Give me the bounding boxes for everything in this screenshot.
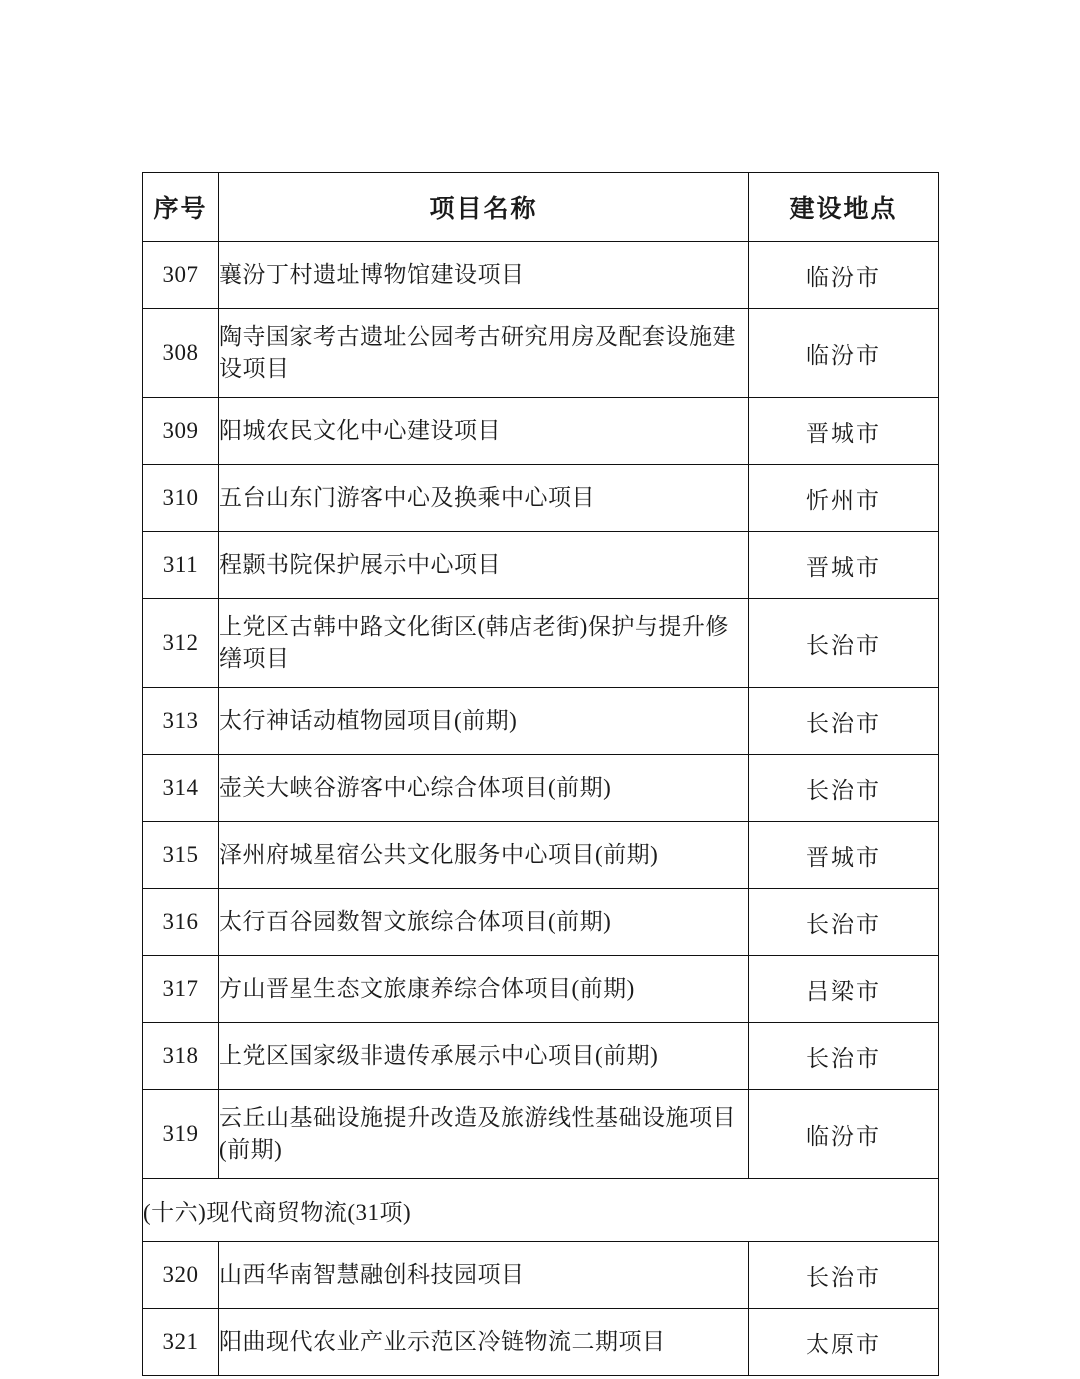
cell-build-location: 临汾市 [749,309,939,398]
table-row [143,398,939,465]
table-row [143,1090,939,1179]
header-cell-name: 项目名称 [219,173,749,242]
table-row [143,1023,939,1090]
cell-project-name: 陶寺国家考古遗址公园考古研究用房及配套设施建设项目 [219,309,749,398]
table-row [143,242,939,309]
cell-sequence-number: 311 [143,532,219,599]
cell-sequence-number: 321 [143,1309,219,1376]
table-row [143,309,939,398]
table-body [143,173,939,1376]
cell-project-name: 太行百谷园数智文旅综合体项目(前期) [219,889,749,956]
cell-project-name: 程颢书院保护展示中心项目 [219,532,749,599]
cell-build-location: 太原市 [749,1309,939,1376]
cell-sequence-number: 316 [143,889,219,956]
cell-project-name: 上党区古韩中路文化街区(韩店老街)保护与提升修缮项目 [219,599,749,688]
cell-build-location: 吕梁市 [749,956,939,1023]
cell-project-name: 五台山东门游客中心及换乘中心项目 [219,465,749,532]
cell-project-name: 壶关大峡谷游客中心综合体项目(前期) [219,755,749,822]
cell-build-location: 临汾市 [749,242,939,309]
cell-build-location: 晋城市 [749,822,939,889]
cell-project-name: 上党区国家级非遗传承展示中心项目(前期) [219,1023,749,1090]
table-section-row [143,1179,939,1242]
cell-sequence-number: 317 [143,956,219,1023]
table-row [143,755,939,822]
header-cell-no: 序号 [143,173,219,242]
cell-project-name: 方山晋星生态文旅康养综合体项目(前期) [219,956,749,1023]
cell-project-name: 太行神话动植物园项目(前期) [219,688,749,755]
cell-project-name: 云丘山基础设施提升改造及旅游线性基础设施项目(前期) [219,1090,749,1179]
cell-build-location: 忻州市 [749,465,939,532]
table-row [143,688,939,755]
cell-project-name: 阳曲现代农业产业示范区冷链物流二期项目 [219,1309,749,1376]
table-row [143,465,939,532]
cell-sequence-number: 318 [143,1023,219,1090]
cell-build-location: 长治市 [749,688,939,755]
table-header-row [143,173,939,242]
cell-sequence-number: 313 [143,688,219,755]
cell-sequence-number: 308 [143,309,219,398]
cell-project-name: 襄汾丁村遗址博物馆建设项目 [219,242,749,309]
cell-sequence-number: 320 [143,1242,219,1309]
table-row [143,956,939,1023]
cell-build-location: 晋城市 [749,532,939,599]
project-list-table [142,172,939,1376]
section-title: (十六)现代商贸物流(31项) [143,1179,939,1242]
table-row [143,889,939,956]
table-row [143,532,939,599]
project-table-container [142,172,938,1376]
cell-sequence-number: 312 [143,599,219,688]
table-row [143,822,939,889]
cell-build-location: 晋城市 [749,398,939,465]
table-row [143,599,939,688]
cell-sequence-number: 307 [143,242,219,309]
cell-build-location: 长治市 [749,1242,939,1309]
cell-sequence-number: 314 [143,755,219,822]
cell-project-name: 山西华南智慧融创科技园项目 [219,1242,749,1309]
cell-project-name: 泽州府城星宿公共文化服务中心项目(前期) [219,822,749,889]
table-row [143,1309,939,1376]
cell-sequence-number: 310 [143,465,219,532]
cell-build-location: 长治市 [749,755,939,822]
header-cell-location: 建设地点 [749,173,939,242]
cell-project-name: 阳城农民文化中心建设项目 [219,398,749,465]
cell-build-location: 临汾市 [749,1090,939,1179]
cell-sequence-number: 315 [143,822,219,889]
cell-sequence-number: 309 [143,398,219,465]
cell-build-location: 长治市 [749,599,939,688]
cell-sequence-number: 319 [143,1090,219,1179]
cell-build-location: 长治市 [749,1023,939,1090]
table-row [143,1242,939,1309]
cell-build-location: 长治市 [749,889,939,956]
